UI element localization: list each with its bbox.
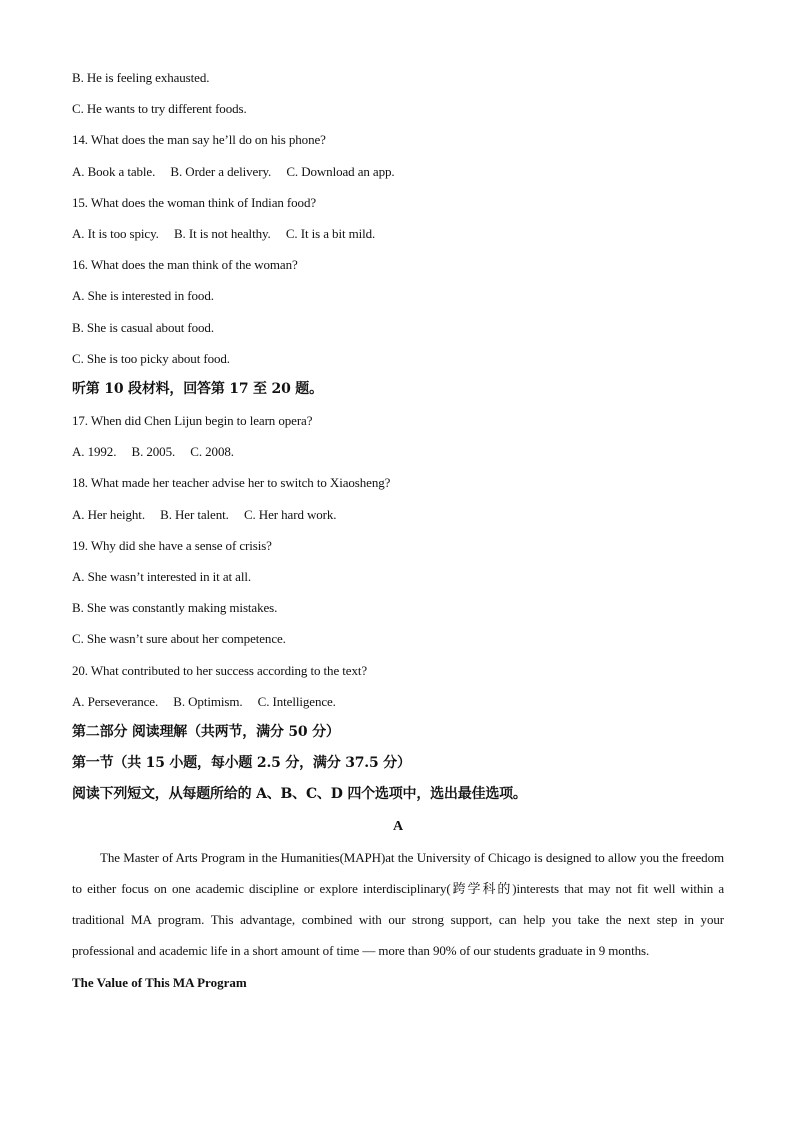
q20-options [72,686,724,717]
q20-option-c: C. Intelligence. [257,693,336,709]
q19-option-b: B. She was constantly making mistakes. [72,600,278,616]
q16-option-b: B. She is casual about food. [72,319,214,335]
exam-page [72,62,724,998]
q17-option-c: C. 2008. [190,444,234,460]
q14-question: 14. What does the man say he’ll do on his phone? [72,132,326,148]
q17-question: 17. When did Chen Lijun begin to learn opera? [72,413,313,429]
part-2-title: 第二部分 阅读理解（共两节，满分 50 分） [72,723,340,740]
q16-option-a: A. She is interested in food. [72,288,214,304]
passage-paragraph: The Master of Arts Program in the Humanities(MAPH)at the University of Chicago is designed to allow you the freedom to either focus on one academic discipline or explore interdisciplinary(跨学科的)interests that may not fit well within a traditional MA program. This advantage, combined with our strong support, can help you take the next step in your professional and academic life in a short amount of time — more than 90% of our students graduate in 9 months. [72,849,724,959]
q18-options [72,499,724,530]
q19-option-a: A. She wasn’t interested in it at all. [72,569,252,584]
q15-question: 15. What does the woman think of Indian food? [72,194,317,210]
q14-options [72,156,724,187]
q18-option-a: A. Her height. [72,506,145,522]
q14-option-a: A. Book a table. [72,163,156,179]
q20-option-b: B. Optimism. [173,693,243,709]
q18-option-b: B. Her talent. [160,506,229,522]
q14-option-c: C. Download an app. [286,163,395,179]
q15-options [72,218,724,249]
q17-option-a: A. 1992. [72,444,117,460]
passage-letter: A [392,818,404,834]
q13-option-c: C. He wants to try different foods. [72,101,247,117]
q19-question: 19. Why did she have a sense of crisis? [72,537,272,553]
q15-option-b: B. It is not healthy. [173,225,271,241]
q20-question: 20. What contributed to her success according to the text? [72,662,368,678]
reading-instruction: 阅读下列短文，从每题所给的 A、B、C、D 四个选项中，选出最佳选项。 [72,786,527,803]
q20-option-a: A. Perseverance. [72,693,159,709]
q17-option-b: B. 2005. [131,444,176,460]
q19-option-c: C. She wasn’t sure about her competence. [72,631,286,647]
q16-option-c: C. She is too picky about food. [72,350,230,366]
q16-question: 16. What does the man think of the woman? [72,257,298,273]
q15-option-a: A. It is too spicy. [72,225,159,241]
q13-option-b: B. He is feeling exhausted. [72,70,210,85]
q18-option-c: C. Her hard work. [243,506,337,522]
q15-option-c: C. It is a bit mild. [285,225,376,241]
q18-question: 18. What made her teacher advise her to switch to Xiaosheng? [72,475,391,491]
q14-option-b: B. Order a delivery. [170,163,272,179]
section-10-heading: 听第 10 段材料，回答第 17 至 20 题。 [72,380,323,397]
q17-options [72,436,724,467]
section-1-title: 第一节（共 15 小题，每小题 2.5 分，满分 37.5 分） [72,755,411,772]
passage-subheading: The Value of This MA Program [72,974,247,990]
